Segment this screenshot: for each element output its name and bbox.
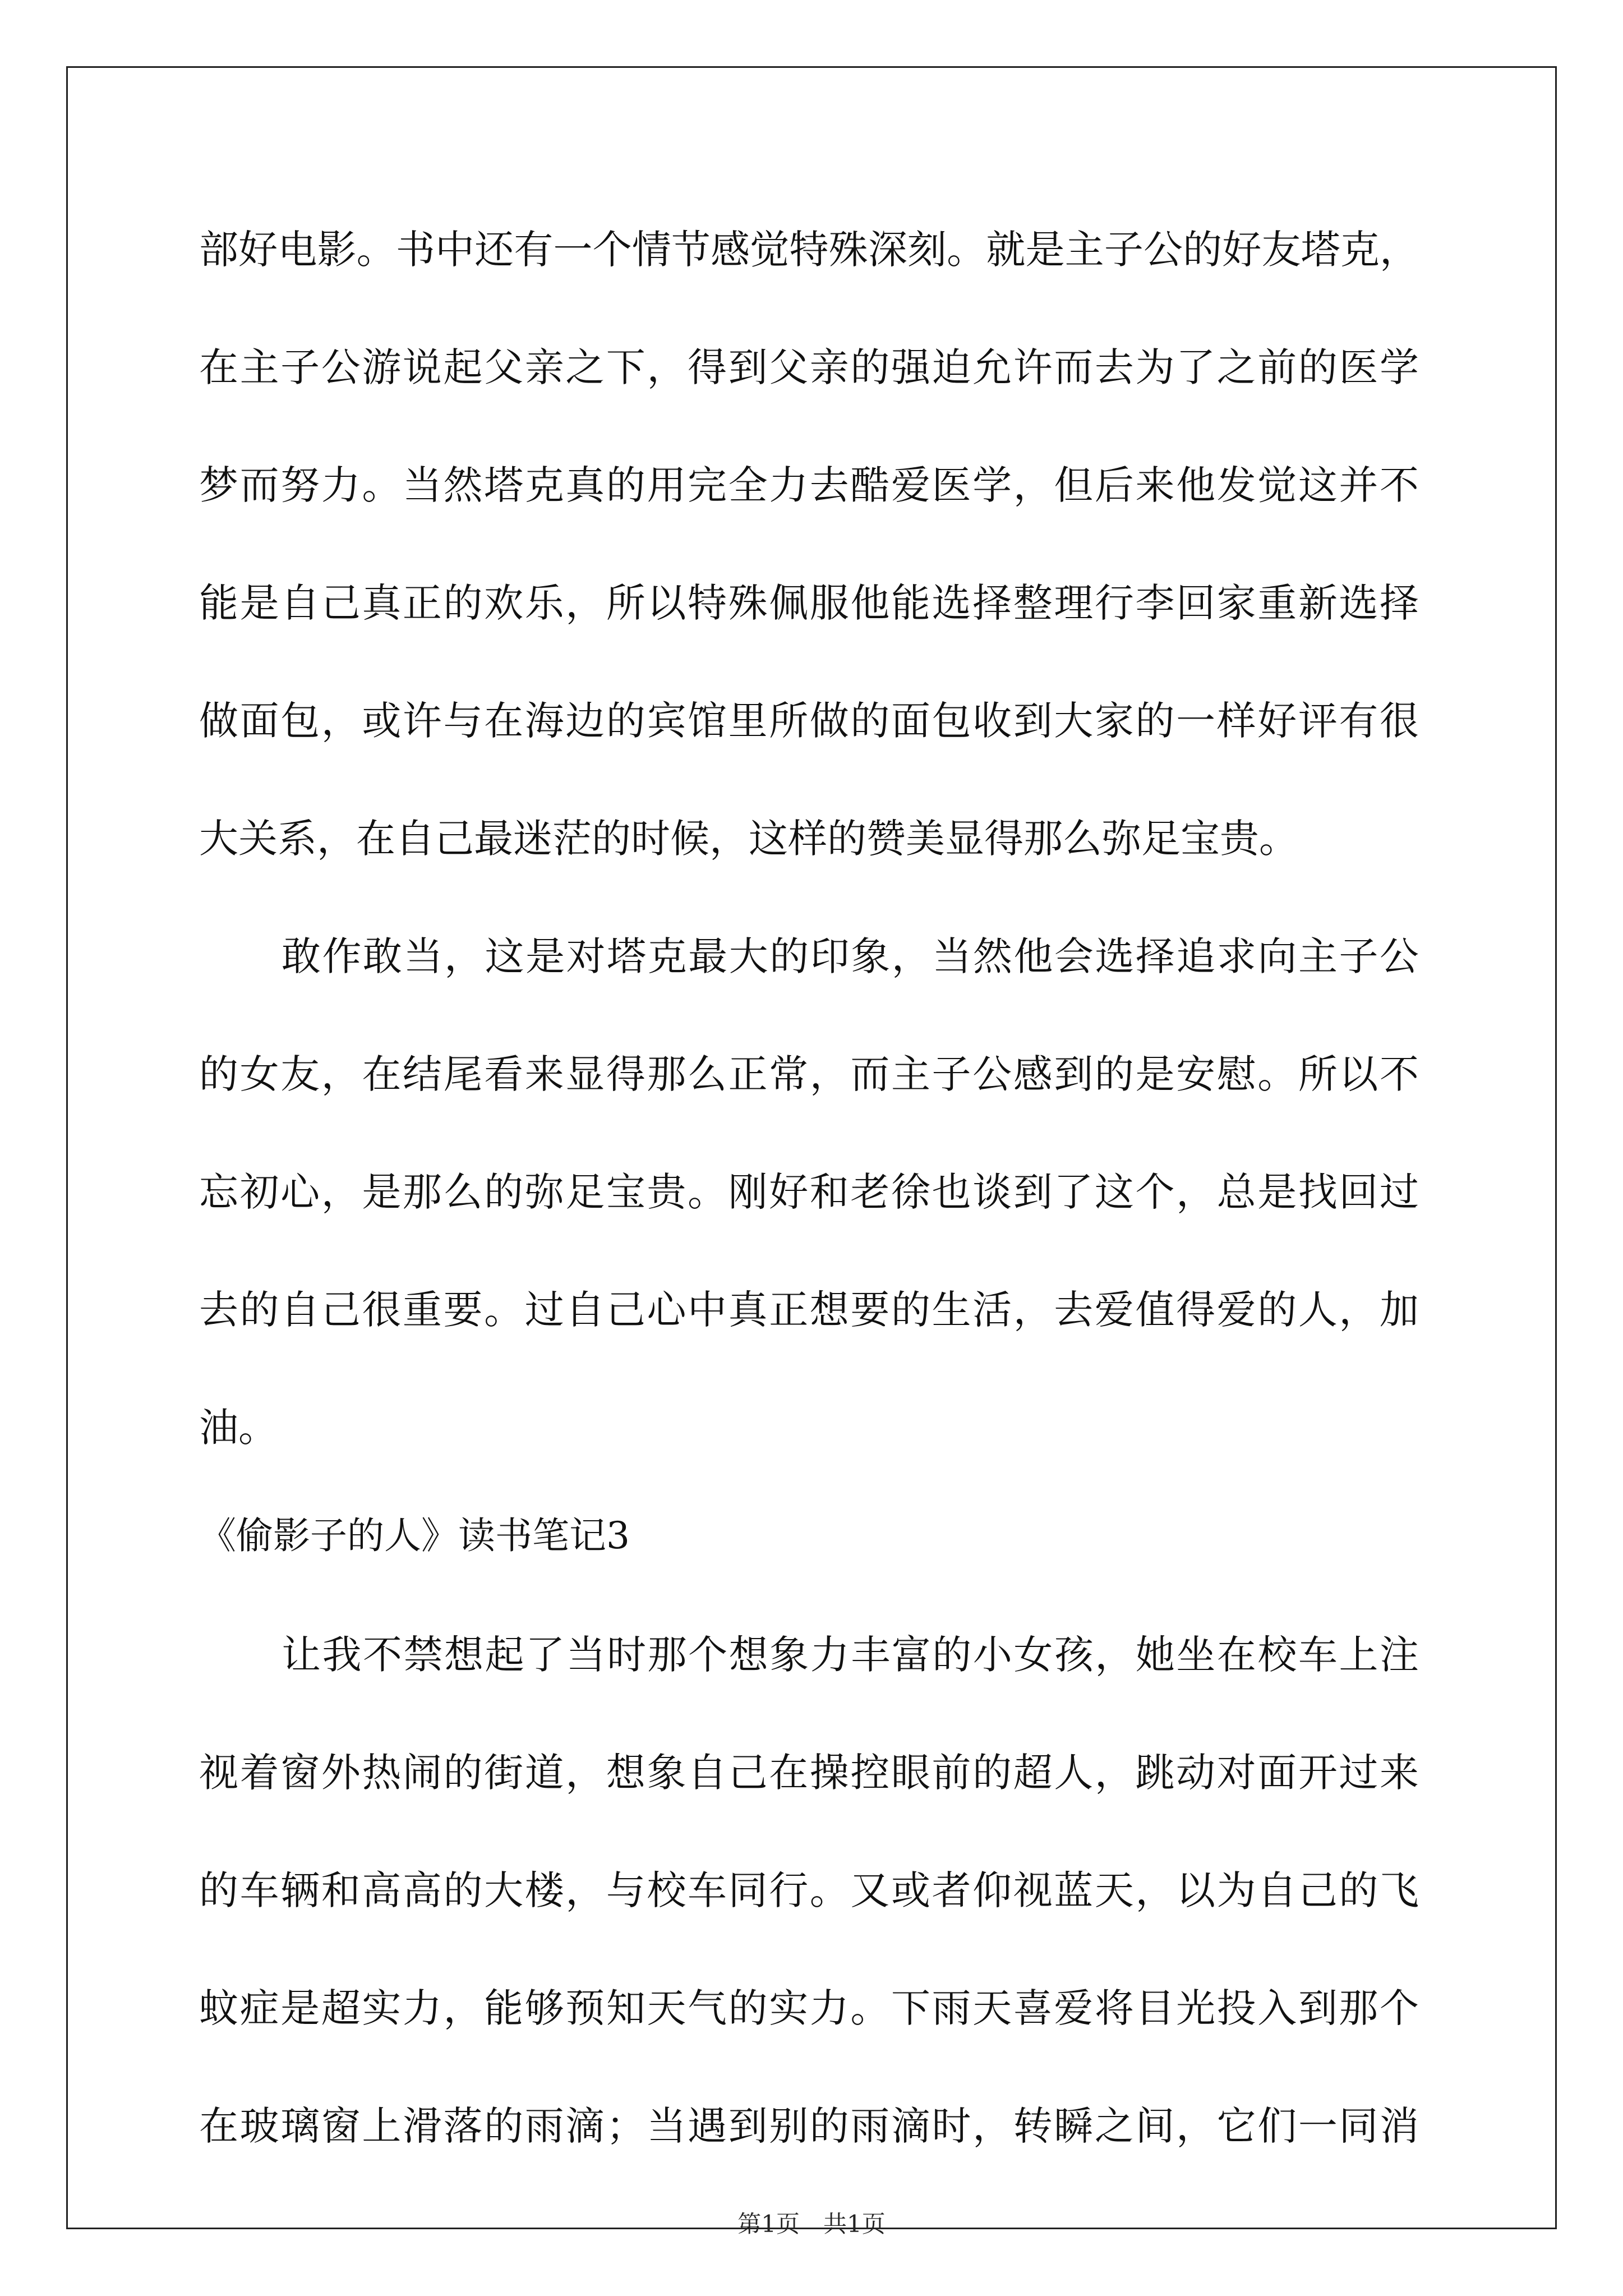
body-line-9: 忘初心，是那么的弥足宝贵。刚好和老徐也谈到了这个，总是找回过 — [199, 1169, 1419, 1215]
body-line-13: 视着窗外热闹的街道，想象自己在操控眼前的超人，跳动对面开过来 — [199, 1750, 1419, 1796]
body-line-12: 让我不禁想起了当时那个想象力丰富的小女孩，她坐在校车上注 — [282, 1632, 1419, 1678]
body-line-7: 敢作敢当，这是对塔克最大的印象，当然他会选择追求向主子公 — [282, 933, 1419, 979]
body-line-16: 在玻璃窗上滑落的雨滴；当遇到别的雨滴时，转瞬之间，它们一同消 — [199, 2103, 1419, 2149]
section-heading: 《偷影子的人》读书笔记3 — [199, 1514, 630, 1557]
body-line-11: 油。 — [199, 1405, 278, 1451]
body-line-4: 能是自己真正的欢乐，所以特殊佩服他能选择整理行李回家重新选择 — [199, 580, 1419, 626]
body-line-2: 在主子公游说起父亲之下，得到父亲的强迫允许而去为了之前的医学 — [199, 344, 1419, 390]
body-line-3: 梦而努力。当然塔克真的用完全力去酷爱医学，但后来他发觉这并不 — [199, 462, 1419, 508]
body-line-14: 的车辆和高高的大楼，与校车同行。又或者仰视蓝天，以为自己的飞 — [199, 1867, 1419, 1913]
body-line-8: 的女友，在结尾看来显得那么正常，而主子公感到的是安慰。所以不 — [199, 1051, 1419, 1097]
body-line-10: 去的自己很重要。过自己心中真正想要的生活，去爱值得爱的人，加 — [199, 1287, 1419, 1333]
body-line-1: 部好电影。书中还有一个情节感觉特殊深刻。就是主子公的好友塔克， — [199, 227, 1419, 273]
body-line-6: 大关系，在自己最迷茫的时候，这样的赞美显得那么弥足宝贵。 — [199, 816, 1298, 862]
body-line-5: 做面包，或许与在海边的宾馆里所做的面包收到大家的一样好评有很 — [199, 698, 1419, 744]
body-line-15: 蚊症是超实力，能够预知天气的实力。下雨天喜爱将目光投入到那个 — [199, 1985, 1419, 2031]
page-footer: 第1页 共1页 — [737, 2210, 886, 2238]
